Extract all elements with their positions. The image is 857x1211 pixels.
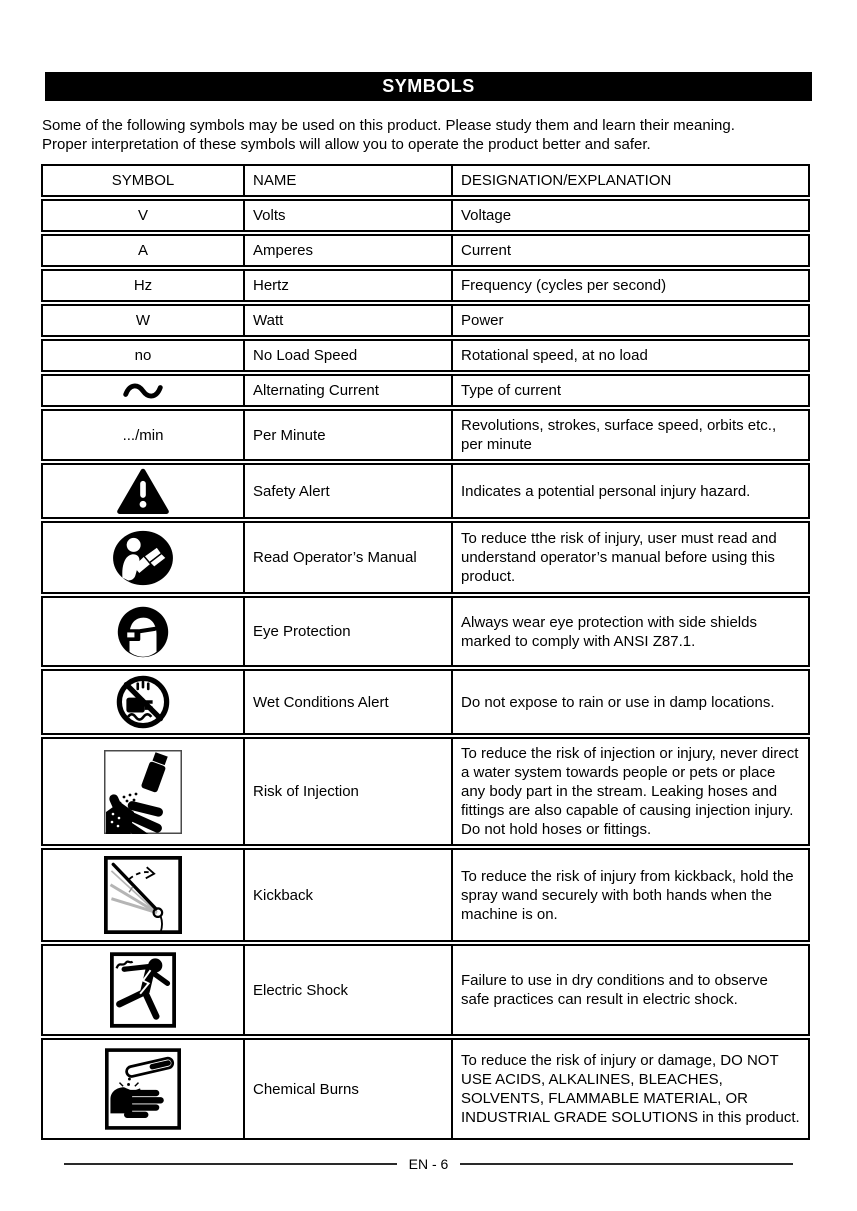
name-cell: Chemical Burns [245, 1040, 453, 1138]
name-cell: Read Operator’s Manual [245, 523, 453, 592]
table-row [41, 374, 810, 407]
symbol-cell [43, 465, 245, 517]
page-number: EN - 6 [408, 1156, 449, 1172]
explanation-cell: Power [461, 312, 504, 329]
symbol-cell [43, 236, 245, 265]
name-cell: Wet Conditions Alert [245, 671, 453, 733]
name-cell: Eye Protection [245, 598, 453, 665]
table-row [41, 1038, 810, 1140]
table-row [41, 596, 810, 667]
explanation-cell: To reduce the risk of injury from kickback, hold the spray wand securely with both hands when the machine is on. [461, 867, 794, 923]
table-row [41, 669, 810, 735]
symbol-cell [43, 1040, 245, 1138]
table-row [41, 737, 810, 846]
name-cell: Per Minute [245, 411, 453, 459]
safety-alert-icon [117, 468, 169, 514]
table-row [41, 234, 810, 267]
symbol-cell [43, 271, 245, 300]
explanation-cell: Always wear eye protection with side shields marked to comply with ANSI Z87.1. [461, 613, 757, 650]
intro-paragraph [42, 116, 814, 154]
wet-conditions-icon [115, 674, 171, 730]
header-name: NAME [245, 166, 453, 195]
table-row [41, 339, 810, 372]
table-row [41, 463, 810, 519]
intro-line-2: Proper interpretation of these symbols will allow you to operate the product better and safer. [42, 136, 651, 153]
explanation-cell: To reduce the risk of injection or injury, never direct a water system towards people or pets or place any body part in the stream. Leaking hoses and fittings are also capable of causing injection injury. Do not hold hoses or fittings. [461, 745, 799, 838]
intro-line-1: Some of the following symbols may be used on this product. Please study them and learn their meaning. [42, 117, 735, 134]
name-cell: Alternating Current [245, 376, 453, 405]
name-cell: Kickback [245, 850, 453, 940]
table-row [41, 409, 810, 461]
footer-rule-right [460, 1163, 793, 1165]
table-row [41, 848, 810, 942]
page-footer [64, 1156, 793, 1172]
symbol-text: .../min [122, 426, 164, 444]
header-designation: DESIGNATION/EXPLANATION [461, 172, 672, 189]
symbol-cell [43, 671, 245, 733]
symbol-cell [43, 850, 245, 940]
symbol-cell [43, 598, 245, 665]
kickback-icon [104, 856, 182, 934]
symbol-text: Hz [133, 277, 153, 294]
footer-rule-left [64, 1163, 397, 1165]
table-row [41, 521, 810, 594]
name-cell: Risk of Injection [245, 739, 453, 844]
electric-shock-icon [110, 952, 176, 1028]
name-cell: Hertz [245, 271, 453, 300]
name-cell: Watt [245, 306, 453, 335]
table-row [41, 304, 810, 337]
explanation-cell: To reduce the risk of injury or damage, DO NOT USE ACIDS, ALKALINES, BLEACHES, SOLVENTS, FLAMMABLE MATERIAL, OR INDUSTRIAL GRADE SOLUTIONS in this product. [461, 1052, 800, 1126]
name-cell: No Load Speed [245, 341, 453, 370]
symbol-text: V [137, 207, 148, 224]
name-cell: Electric Shock [245, 946, 453, 1034]
table-rows [41, 199, 810, 1140]
symbol-cell [43, 523, 245, 592]
symbol-cell [43, 341, 245, 370]
explanation-cell: Revolutions, strokes, surface speed, orbits etc., per minute [461, 417, 777, 453]
explanation-cell: Failure to use in dry conditions and to observe safe practices can result in electric shock. [461, 972, 768, 1008]
symbol-cell [43, 201, 245, 230]
table-row [41, 269, 810, 302]
symbol-cell [43, 739, 245, 844]
symbol-cell [43, 411, 245, 459]
symbol-text: A [137, 242, 148, 259]
explanation-cell: Current [461, 242, 512, 259]
read-operators-manual-icon [111, 529, 175, 587]
symbol-text: no [134, 347, 152, 364]
section-title: SYMBOLS [382, 76, 475, 96]
name-cell: Amperes [245, 236, 453, 265]
alternating-current-icon [122, 382, 164, 400]
header-symbol: SYMBOL [43, 166, 245, 195]
explanation-cell: Rotational speed, at no load [461, 347, 648, 364]
symbol-text: W [135, 312, 151, 329]
explanation-cell: Frequency (cycles per second) [461, 277, 667, 294]
explanation-cell: Do not expose to rain or use in damp locations. [461, 693, 775, 711]
explanation-cell: To reduce tthe risk of injury, user must read and understand operator’s manual before using this product. [461, 530, 777, 585]
name-cell: Volts [245, 201, 453, 230]
chemical-burns-icon [105, 1048, 181, 1130]
symbol-cell [43, 376, 245, 405]
name-cell: Safety Alert [245, 465, 453, 517]
table-row [41, 199, 810, 232]
section-header [45, 72, 812, 101]
explanation-cell: Type of current [461, 382, 562, 399]
explanation-cell: Indicates a potential personal injury hazard. [461, 482, 751, 500]
symbols-table [41, 164, 810, 1142]
table-header-row [41, 164, 810, 197]
table-row [41, 944, 810, 1036]
symbol-cell [43, 946, 245, 1034]
risk-of-injection-icon [104, 750, 182, 834]
eye-protection-icon [114, 605, 172, 659]
symbol-cell [43, 306, 245, 335]
explanation-cell: Voltage [461, 207, 512, 224]
